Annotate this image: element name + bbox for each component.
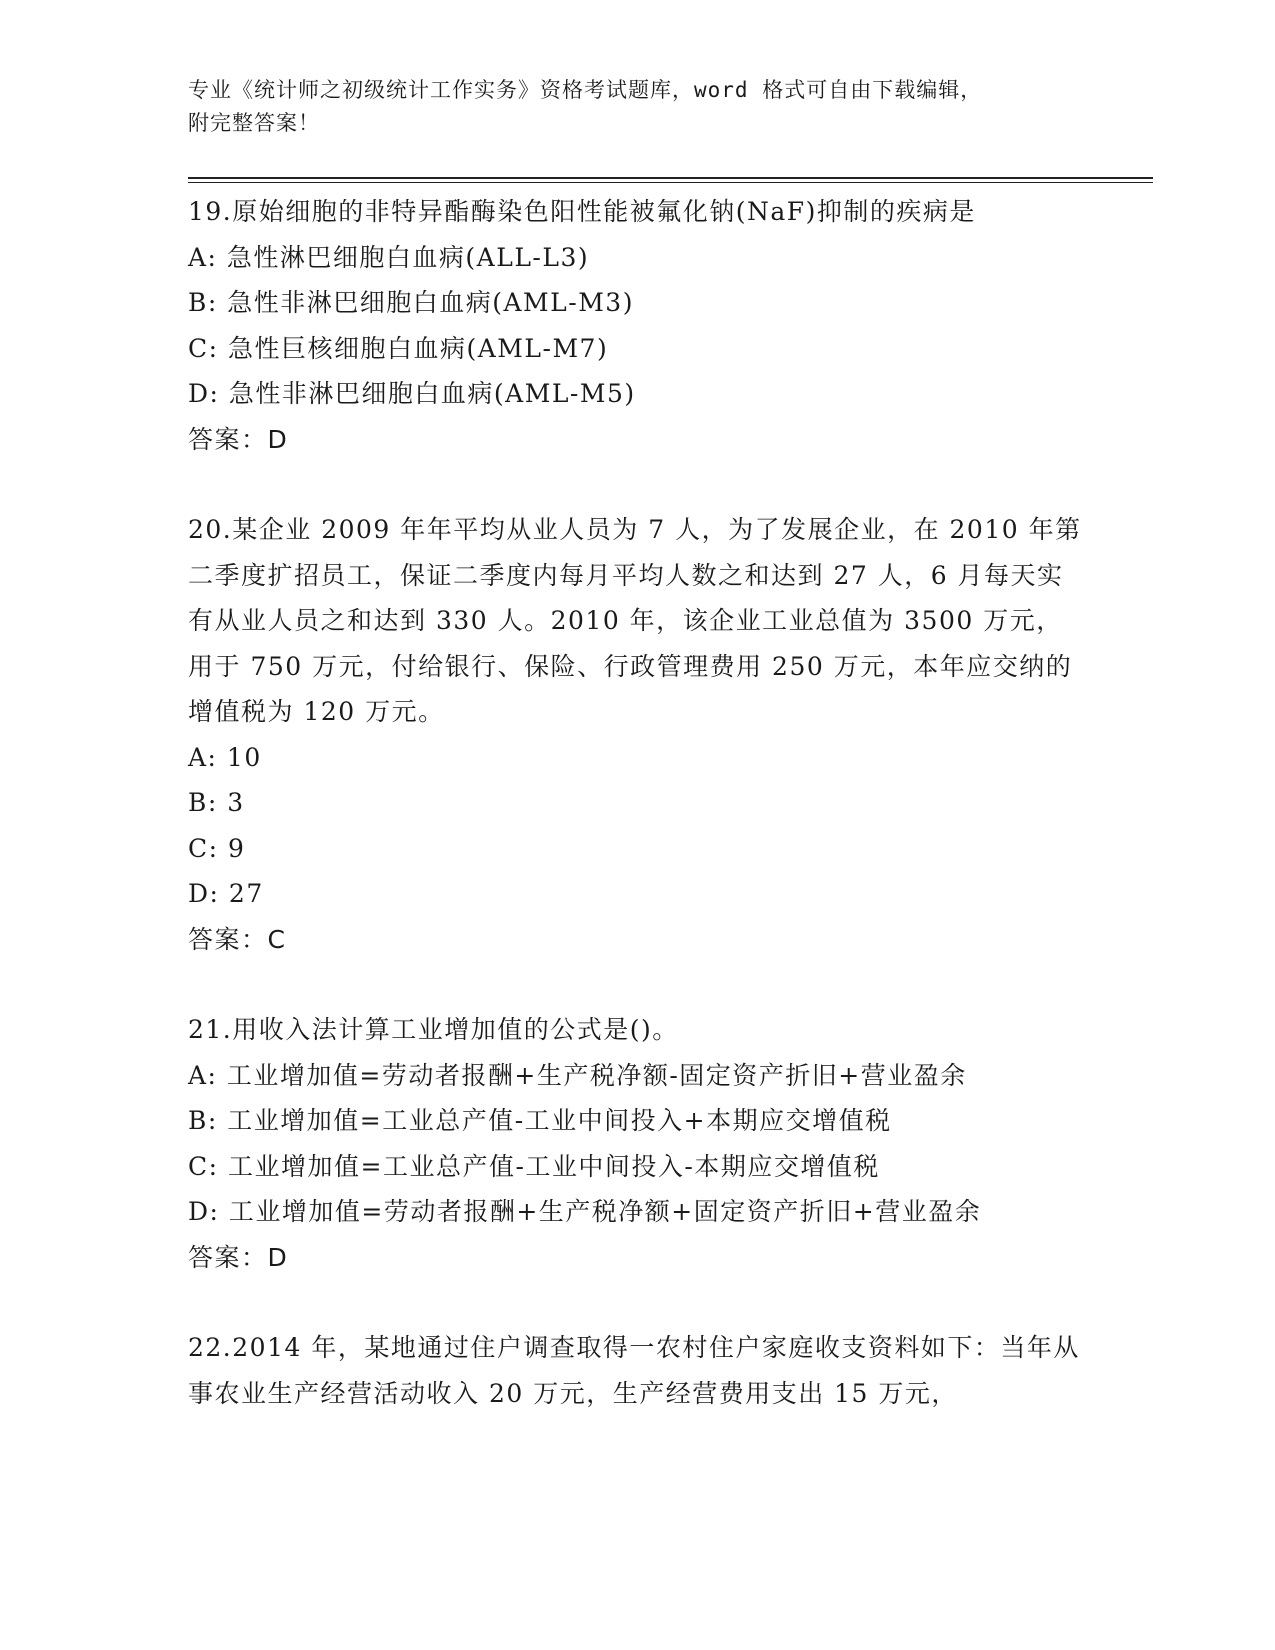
option-c: C: 急性巨核细胞白血病(AML-M7) xyxy=(188,333,609,363)
question-21 xyxy=(188,1007,1088,1280)
question-text: 19.原始细胞的非特异酯酶染色阳性能被氟化钠(NaF)抑制的疾病是 xyxy=(188,197,976,226)
option-d: D: 急性非淋巴细胞白血病(AML-M5) xyxy=(188,379,636,408)
header-line-1: 专业《统计师之初级统计工作实务》资格考试题库，word 格式可自由下载编辑， xyxy=(188,78,983,102)
header-divider-thin xyxy=(188,182,1153,183)
option-c: C: 工业增加值=工业总产值-工业中间投入-本期应交增值税 xyxy=(188,1151,880,1181)
question-22 xyxy=(188,1325,1088,1416)
option-a: A: 工业增加值=劳动者报酬+生产税净额-固定资产折旧+营业盈余 xyxy=(188,1060,967,1090)
option-a: A: 10 xyxy=(188,742,262,772)
option-c: C: 9 xyxy=(188,833,246,863)
question-list xyxy=(188,189,1088,1461)
option-b: B: 工业增加值=工业总产值-工业中间投入+本期应交增值税 xyxy=(188,1106,892,1135)
question-text: 21.用收入法计算工业增加值的公式是()。 xyxy=(188,1015,679,1044)
option-a: A: 急性淋巴细胞白血病(ALL-L3) xyxy=(188,242,590,272)
answer-line: 答案：D xyxy=(188,424,289,454)
option-b: B: 3 xyxy=(188,788,245,817)
option-d: D: 27 xyxy=(188,879,264,908)
option-b: B: 急性非淋巴细胞白血病(AML-M3) xyxy=(188,288,634,317)
question-20 xyxy=(188,507,1088,962)
answer-line: 答案：C xyxy=(188,924,287,954)
document-header xyxy=(188,74,1068,140)
question-19 xyxy=(188,189,1088,462)
question-text: 20.某企业 2009 年年平均从业人员为 7 人，为了发展企业，在 2010 年第二季度扩招员工，保证二季度内每月平均人数之和达到 27 人，6 月每天实有从业人员之和达到 330 人。2010 年，该企业工业总值为 3500 万元，用于 750 万元，付给银行、保险、行政管理费用 250 万元，本年应交纳的增值税为 120 万元。 xyxy=(188,515,1082,726)
answer-line: 答案：D xyxy=(188,1242,289,1272)
option-d: D: 工业增加值=劳动者报酬+生产税净额+固定资产折旧+营业盈余 xyxy=(188,1197,982,1226)
question-text: 22.2014 年，某地通过住户调查取得一农村住户家庭收支资料如下：当年从事农业生产经营活动收入 20 万元，生产经营费用支出 15 万元， xyxy=(188,1333,1080,1408)
header-line-2: 附完整答案！ xyxy=(188,111,320,135)
header-divider-thick xyxy=(188,177,1153,179)
